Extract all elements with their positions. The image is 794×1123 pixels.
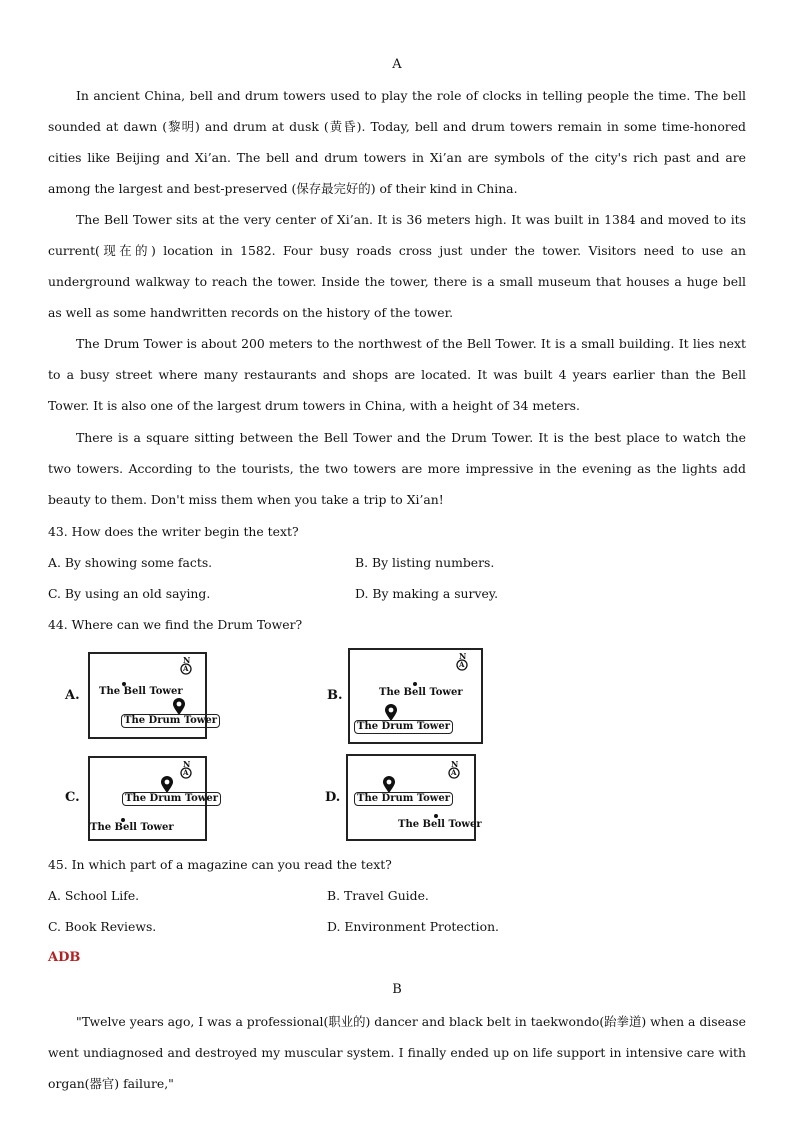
drum-tower-label: The Drum Tower (122, 792, 221, 806)
q44-map-c (88, 756, 219, 841)
drum-tower-label: The Drum Tower (354, 792, 453, 806)
north-mark: A (451, 768, 457, 777)
q44-option-d-label: D. (325, 790, 341, 805)
q44-option-b-label: B. (327, 688, 343, 703)
passage-b-paragraph-1: "Twelve years ago, I was a professional(职业的) dancer and black belt in taekwondo(跆拳道) when a disease went undiagnosed and destroyed my muscular system. I finally ended up on life support in intensive care with organ(器官) failure," (48, 1014, 746, 1091)
question-43: 43. How does the writer begin the text? (48, 524, 299, 539)
north-mark: A (183, 768, 189, 777)
question-45: 45. In which part of a magazine can you read the text? (48, 857, 392, 872)
answer-key: ADB (48, 950, 81, 965)
bell-tower-label: The Bell Tower (379, 687, 463, 698)
drum-tower-label: The Drum Tower (121, 714, 220, 728)
q45-option-d: D. Environment Protection. (327, 919, 499, 934)
q43-option-c: C. By using an old saying. (48, 586, 211, 601)
q45-option-a: A. School Life. (48, 888, 140, 903)
passage-a-paragraph-1: In ancient China, bell and drum towers used to play the role of clocks in telling people the time. The bell sounded at dawn (黎明) and drum at dusk (黄昏). Today, bell and drum towers remain in some time-honored cities like Beijing and Xi’an. The bell and drum towers in Xi’an are symbols of the city's rich past and are among the largest and best-preserved (保存最完好的) of their kind in China. (48, 88, 746, 196)
q44-map-a (88, 652, 218, 739)
q43-option-a: A. By showing some facts. (48, 555, 213, 570)
passage-a-paragraph-4: There is a square sitting between the Bell Tower and the Drum Tower. It is the best place to watch the two towers. According to the tourists, the two towers are more impressive in the evening as the lights add beauty to them. Don't miss them when you take a trip to Xi’an! (48, 430, 746, 507)
q44-map-b (348, 648, 483, 744)
bell-tower-label: The Bell Tower (90, 822, 174, 833)
north-label: N (183, 655, 191, 665)
drum-tower-label: The Drum Tower (354, 720, 453, 734)
north-label: N (459, 651, 467, 661)
bell-tower-dot (434, 814, 438, 818)
north-mark: A (459, 660, 465, 669)
question-44: 44. Where can we find the Drum Tower? (48, 617, 303, 632)
north-label: N (183, 759, 191, 769)
passage-b-heading: B (392, 982, 402, 997)
passage-a-paragraph-2: The Bell Tower sits at the very center of Xi’an. It is 36 meters high. It was built in 1384 and moved to its current(现在的) location in 1582. Four busy roads cross just under the tower. Visitors need to use an underground walkway to reach the tower. Inside the tower, there is a small museum that houses a huge bell as well as some handwritten records on the history of the tower. (48, 212, 746, 320)
passage-a-heading: A (392, 57, 402, 72)
bell-tower-dot (413, 682, 417, 686)
bell-tower-label: The Bell Tower (398, 819, 482, 830)
q45-option-c: C. Book Reviews. (48, 919, 157, 934)
q44-map-d (346, 754, 482, 841)
north-label: N (451, 759, 459, 769)
q43-option-b: B. By listing numbers. (355, 555, 495, 570)
north-mark: A (183, 664, 189, 673)
bell-tower-label: The Bell Tower (99, 686, 183, 697)
q44-option-a-label: A. (65, 688, 80, 703)
q43-option-d: D. By making a survey. (355, 586, 499, 601)
q45-option-b: B. Travel Guide. (327, 888, 429, 903)
q44-option-c-label: C. (65, 790, 80, 805)
passage-a-paragraph-3: The Drum Tower is about 200 meters to the northwest of the Bell Tower. It is a small building. It lies next to a busy street where many restaurants and shops are located. It was built 4 years earlier than the Bell Tower. It is also one of the largest drum towers in China, with a height of 34 meters. (48, 336, 746, 413)
